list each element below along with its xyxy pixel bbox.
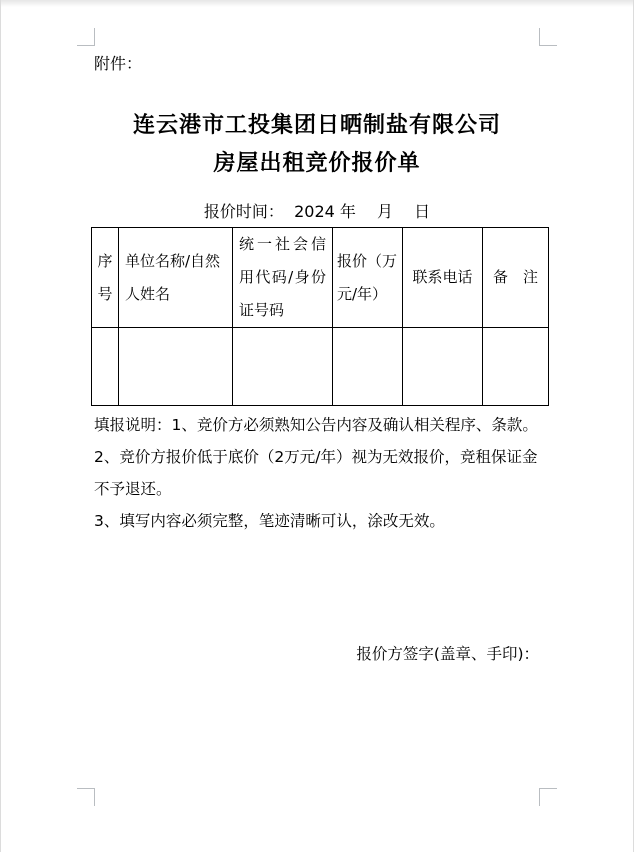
- cell-phone[interactable]: [403, 328, 483, 406]
- document-subtitle: 房屋出租竞价报价单: [213, 151, 421, 176]
- col-header-price: 报价（万元/年）: [333, 228, 403, 328]
- instruction-line-1: 填报说明：1、竞价方必须熟知公告内容及确认相关程序、条款。: [94, 416, 538, 434]
- cell-index[interactable]: [92, 328, 119, 406]
- col-header-credit-code: 统一社会信用代码/身份证号码: [233, 228, 333, 328]
- crop-mark-bottom-left: [77, 788, 95, 806]
- cell-price[interactable]: [333, 328, 403, 406]
- instruction-line-2: 2、竞价方报价低于底价（2万元/年）视为无效报价，竞租保证金不予退还。: [94, 448, 538, 498]
- cell-credit-code[interactable]: [233, 328, 333, 406]
- col-header-remark: 备 注: [483, 228, 549, 328]
- document-title: 连云港市工投集团日晒制盐有限公司: [132, 113, 501, 138]
- cell-remark[interactable]: [483, 328, 549, 406]
- attachment-label: 附件：: [94, 54, 143, 73]
- table-header-row: [92, 228, 549, 328]
- col-header-phone: 联系电话: [403, 228, 483, 328]
- crop-mark-bottom-right: [539, 788, 557, 806]
- col-header-name: 单位名称/自然人姓名: [119, 228, 233, 328]
- viewport-top-shadow: [0, 0, 634, 7]
- table-row: [92, 328, 549, 406]
- fill-in-instructions: [94, 409, 549, 537]
- col-header-index: 序号: [92, 228, 119, 328]
- crop-mark-top-left: [77, 28, 95, 46]
- viewport-left-edge: [0, 0, 1, 852]
- cell-name[interactable]: [119, 328, 233, 406]
- signature-label: 报价方签字(盖章、手印)：: [356, 645, 539, 663]
- quote-time-line: 报价时间： 2024 年 月 日: [203, 202, 431, 221]
- crop-mark-top-right: [539, 28, 557, 46]
- instruction-line-3: 3、填写内容必须完整，笔迹清晰可认，涂改无效。: [94, 512, 445, 530]
- quote-table: [91, 227, 549, 406]
